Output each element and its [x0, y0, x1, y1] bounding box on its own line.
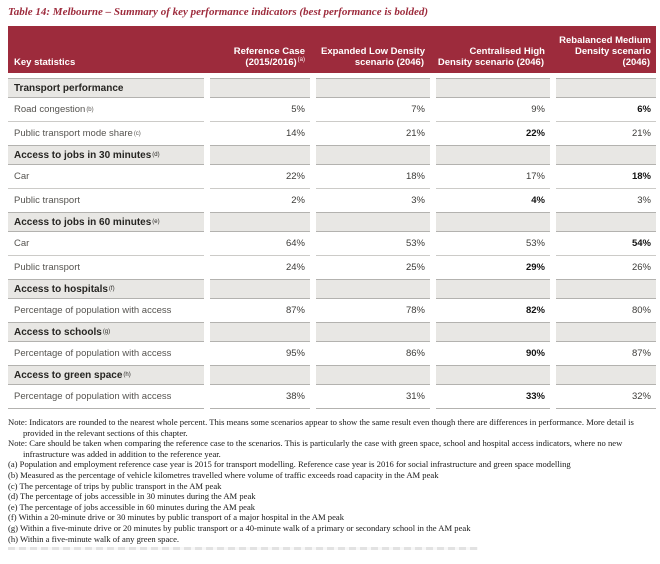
section-filler-cell — [556, 279, 656, 299]
row-label-text: Percentage of population with access — [14, 305, 172, 316]
value-best: 54% — [556, 232, 656, 255]
row-label-text: Percentage of population with access — [14, 348, 172, 359]
row-label-text: Access to hospitals — [14, 283, 108, 295]
table-row — [8, 98, 656, 121]
row-label-text: Public transport — [14, 262, 81, 273]
value: 3% — [316, 188, 430, 212]
table-row — [8, 232, 656, 255]
value: 31% — [316, 385, 430, 409]
section-filler-cell — [316, 322, 430, 342]
value-best: 4% — [436, 188, 550, 212]
table-body — [8, 78, 656, 409]
table-row — [8, 121, 656, 145]
footnote: (h) Within a five-minute walk of any green space. — [8, 533, 180, 544]
value-best: 22% — [436, 121, 550, 145]
section-header-row — [8, 145, 656, 165]
row-label-text: Percentage of population with access — [14, 391, 172, 402]
row-label-text: Access to jobs in 60 minutes — [14, 216, 152, 228]
value: 87% — [210, 299, 310, 322]
section-filler-cell — [210, 145, 310, 165]
footnote: (e) The percentage of jobs accessible in 60 minutes during the AM peak — [8, 501, 256, 512]
section-header-row — [8, 322, 656, 342]
section-filler-cell — [436, 145, 550, 165]
section-filler-cell — [316, 212, 430, 232]
section-title: Access to jobs in 30 minutes (d) — [8, 145, 204, 165]
section-filler-cell — [556, 212, 656, 232]
cut-off-text-sliver — [8, 547, 478, 550]
note: Note: Indicators are rounded to the nearest whole percent. This means some scenarios appear to show the same result even though there are differences in performance. More detail is provided in the relevant sections of this chapter. — [8, 417, 634, 438]
table-row — [8, 299, 656, 322]
footnote-marker: (a) — [297, 56, 305, 63]
row-label — [8, 232, 204, 255]
row-label-text: Public transport — [14, 195, 81, 206]
section-filler-cell — [436, 365, 550, 385]
row-label — [8, 255, 204, 279]
row-label: Public transport mode share (c) — [8, 121, 204, 145]
value: 78% — [316, 299, 430, 322]
value: 95% — [210, 342, 310, 365]
section-filler-cell — [316, 365, 430, 385]
footnote: (a) Population and employment reference case year is 2015 for transport modelling. Reference case year is 2016 for social infrastructure and green space modelling — [8, 459, 571, 470]
column-header-label: Reference Case (2015/2016) — [233, 46, 305, 68]
value: 80% — [556, 299, 656, 322]
row-label-text: Car — [14, 238, 30, 249]
value: 18% — [316, 165, 430, 188]
notes-block — [8, 417, 654, 544]
value: 5% — [210, 98, 310, 121]
value: 2% — [210, 188, 310, 212]
value: 17% — [436, 165, 550, 188]
value-best: 90% — [436, 342, 550, 365]
footnote: (d) The percentage of jobs accessible in 30 minutes during the AM peak — [8, 491, 256, 502]
note: Note: Care should be taken when comparing the reference case to the scenarios. This is particularly the case with green space, school and hospital access indicators, where no new infrastructure was added in addition to the reference year. — [8, 438, 623, 459]
section-filler-cell — [210, 279, 310, 299]
footnote: (g) Within a five-minute drive or 20 minutes by public transport or a 40-minute walk of a primary or secondary school in the AM peak — [8, 522, 471, 533]
section-title: Access to hospitals (f) — [8, 279, 204, 299]
value: 87% — [556, 342, 656, 365]
row-label-text: Access to jobs in 30 minutes — [14, 149, 152, 161]
kpi-table — [8, 26, 656, 409]
row-label-text: Access to green space — [14, 369, 123, 381]
value: 7% — [316, 98, 430, 121]
column-header-label: Expanded Low Density scenario (2046) — [321, 46, 425, 68]
row-label-text: Car — [14, 171, 30, 182]
section-header-row — [8, 78, 656, 98]
value: 64% — [210, 232, 310, 255]
value: 3% — [556, 188, 656, 212]
section-filler-cell — [436, 322, 550, 342]
value: 26% — [556, 255, 656, 279]
column-header-label: Key statistics — [14, 57, 76, 68]
column-header-label: Rebalanced Medium Density scenario (2046) — [559, 35, 651, 68]
section-filler-cell — [556, 322, 656, 342]
section-filler-cell — [436, 279, 550, 299]
value: 21% — [316, 121, 430, 145]
value: 21% — [556, 121, 656, 145]
section-filler-cell — [436, 78, 550, 98]
section-filler-cell — [556, 145, 656, 165]
section-filler-cell — [316, 279, 430, 299]
column-header-reference-case — [210, 46, 310, 73]
table-row — [8, 385, 656, 409]
value: 53% — [436, 232, 550, 255]
section-filler-cell — [210, 78, 310, 98]
section-filler-cell — [436, 212, 550, 232]
section-filler-cell — [210, 365, 310, 385]
row-label-text: Road congestion — [14, 104, 86, 115]
column-header-centralised-high-density — [436, 46, 550, 73]
footnote: (b) Measured as the percentage of vehicle kilometres travelled where volume of traffic exceeds road capacity in the AM peak — [8, 469, 439, 480]
value: 9% — [436, 98, 550, 121]
row-label — [8, 385, 204, 409]
value: 25% — [316, 255, 430, 279]
row-label-text: Transport performance — [14, 82, 124, 94]
column-header-label: Centralised High Density scenario (2046) — [437, 46, 545, 68]
table-row — [8, 188, 656, 212]
section-filler-cell — [556, 365, 656, 385]
section-title: Access to jobs in 60 minutes (e) — [8, 212, 204, 232]
column-header-rebalanced-medium-density — [556, 35, 656, 73]
section-header-row — [8, 212, 656, 232]
value-best: 18% — [556, 165, 656, 188]
value-best: 33% — [436, 385, 550, 409]
section-filler-cell — [556, 78, 656, 98]
table-row — [8, 165, 656, 188]
section-header-row — [8, 365, 656, 385]
table-title: Table 14: Melbourne – Summary of key performance indicators (best performance is bolded) — [8, 6, 429, 18]
section-title — [8, 78, 204, 98]
value: 32% — [556, 385, 656, 409]
table-row — [8, 255, 656, 279]
value: 24% — [210, 255, 310, 279]
row-label-text: Access to schools — [14, 326, 102, 338]
section-title: Access to schools (g) — [8, 322, 204, 342]
footnote: (c) The percentage of trips by public transport in the AM peak — [8, 480, 222, 491]
table-header-row — [8, 26, 656, 73]
row-label — [8, 299, 204, 322]
footnote: (f) Within a 20-minute drive or 30 minutes by public transport of a major hospital in the AM peak — [8, 512, 345, 523]
section-filler-cell — [316, 145, 430, 165]
value: 14% — [210, 121, 310, 145]
table-row — [8, 342, 656, 365]
column-header-expanded-low-density — [316, 46, 430, 73]
section-filler-cell — [316, 78, 430, 98]
section-header-row — [8, 279, 656, 299]
row-label — [8, 188, 204, 212]
column-header-key-statistics — [8, 57, 204, 73]
row-label — [8, 342, 204, 365]
value: 38% — [210, 385, 310, 409]
value: 86% — [316, 342, 430, 365]
value: 53% — [316, 232, 430, 255]
section-title: Access to green space (h) — [8, 365, 204, 385]
document-page — [0, 6, 660, 564]
row-label: Road congestion (b) — [8, 98, 204, 121]
value-best: 82% — [436, 299, 550, 322]
row-label — [8, 165, 204, 188]
section-filler-cell — [210, 322, 310, 342]
row-label-text: Public transport mode share — [14, 128, 133, 139]
section-filler-cell — [210, 212, 310, 232]
value: 22% — [210, 165, 310, 188]
value-best: 6% — [556, 98, 656, 121]
value-best: 29% — [436, 255, 550, 279]
